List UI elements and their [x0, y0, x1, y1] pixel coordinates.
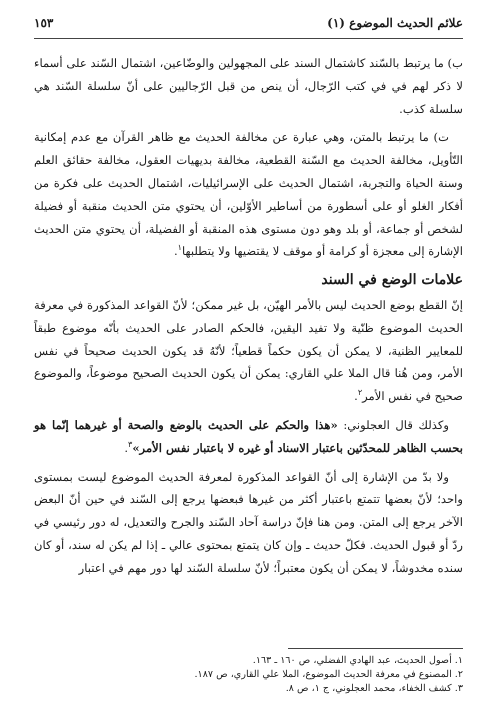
header-rule: [34, 38, 463, 39]
ajluni-intro: وكذلك قال العجلوني:: [343, 417, 449, 432]
footnotes: [34, 654, 463, 696]
footnote-ref-2: ٢: [357, 388, 363, 398]
paragraph-certainty-text: إنّ القطع بوضع الحديث ليس بالأمر الهيّن، بل غير ممكن؛ لأنّ القواعد المذكورة في معرفة الحديث الموضوع ظنّية ولا تفيد اليقين، فالحكم الصادر على الحديث بأنّه موضوع طبقاً للمعايير الظنية، لا يمكن أن يكون حكماً قطعياً؛ لأنّهُ قد يكون الحديث صحيحاً في نفس الأمر، ومن هُنا قال الملا علي القاري: يمكن أن يكون الحديث الصحيح موضوعاً، والموضوع صحيح في نفس الأمر: [34, 297, 463, 404]
footnote-2: ٢. المصنوع في معرفة الحديث الموضوع، الملا علي القاري، ص ١٨٧.: [194, 669, 463, 680]
main-text: [34, 52, 463, 586]
page-number: ١٥٣: [34, 16, 54, 30]
footnote-ref-1: ١: [177, 243, 182, 253]
paragraph-matn-markers: ت) ما يرتبط بالمتن، وهي عبارة عن مخالفة الحديث مع ظاهر القرآن مع عدم إمكانية التّأويل، مخالفة الحديث مع السّنة القطعية، مخالفة بديهيات العقول، مخالفة حقائق العلم وسنة الحياة والتجربة، اشتمال الحديث على الإسرائيليات، اشتمال الحديث على فكرة من أفكار الغلو أو على أسطورة من أساطير الأوّلين، أن يحتوي متن الحديث منقبة أو فضيلة لشخص أو جماعة، أو بلد وهو دون مستوى هذه المنقبة أو الفضيلة، أن يحتوي متن الحديث الإشارة إلى معجزة أو كرامة أو موقف لا يقتضيها ولا يتطلبها$^١$.: [34, 130, 463, 259]
running-head: [34, 12, 463, 34]
paragraph-ajluni: وكذلك قال العجلوني: «هذا والحكم على الحديث بالوضع والصحة أو غيرهما إنّما هو بحسب الظاهر للمحدّثين باعتبار الاسناد أو غيره لا باعتبار نفس الأمر»$^٣$.: [34, 417, 463, 455]
paragraph-sanad-markers: ب) ما يرتبط بالسّند كاشتمال السند على المجهولين والوضّاعين، اشتمال السّند على أسماء لا ذكر لهم في في كتب الرّجال، أن ينص من قبل الرّجاليين على أنّ سلسلة السّند هي سلسلة كذب.: [34, 56, 463, 116]
ajluni-quote: «هذا والحكم على الحديث بالوضع والصحة أو غيرهما إنّما هو بحسب الظاهر للمحدّثين باعتبار الاسناد أو غيره لا باعتبار نفس الأمر»: [34, 417, 463, 455]
footnote-1: ١. أصول الحديث، عبد الهادي الفضلي، ص ١٦٠ ـ ١٦٣.: [252, 655, 463, 666]
footnote-3: ٣. كشف الخفاء، محمد العجلوني، ج ١، ص ٨.: [285, 683, 463, 694]
running-head-title: علائم الحديث الموضوع (١): [327, 16, 463, 30]
footnote-ref-3: ٣: [128, 439, 133, 449]
paragraph-rules-levels: ولا بدّ من الإشارة إلى أنّ القواعد المذكورة لمعرفة الحديث الموضوع ليست بمستوى واحد؛ لأنّ بعضها تتمتع باعتبار أكثر من غيرها فبعضها يرجع إلى السّند في حين أنّ البعض الآخر يرجع إلى المتن. ومن هنا فإنّ دراسة آحاد السّند والجرح والتعديل، له دور رئيسي في ردّ أو قبول الحديث. فكلّ حديث ـ وإن كان يتمتع بمحتوى عالي ـ إذا لم يكن له سند، أو كان سنده مخدوشاً، لا يمكن أن يكون معتبراً؛ لأنّ سلسلة السّند لها دور مهم في اعتبار: [34, 469, 463, 575]
paragraph-matn-text: ت) ما يرتبط بالمتن، وهي عبارة عن مخالفة الحديث مع ظاهر القرآن مع عدم إمكانية التّأويل، مخالفة الحديث مع السّنة القطعية، مخالفة بديهيات العقول، مخالفة حقائق العلم وسنة الحياة والتجربة، اشتمال الحديث على الإسرائيليات، اشتمال الحديث على فكرة من أفكار الغلو أو على أسطورة من أساطير الأوّلين، أن يحتوي متن الحديث منقبة أو فضيلة لشخص أو جماعة، أو بلد وهو دون مستوى هذه المنقبة أو الفضيلة، أن يحتوي متن الحديث الإشارة إلى معجزة أو كرامة أو موقف لا يقتضيها ولا يتطلبها: [34, 130, 463, 259]
paragraph-certainty: إنّ القطع بوضع الحديث ليس بالأمر الهيّن، بل غير ممكن؛ لأنّ القواعد المذكورة في معرفة الحديث الموضوع ظنّية ولا تفيد اليقين، فالحكم الصادر على الحديث بأنّه موضوع طبقاً للمعايير الظنية، لا يمكن أن يكون حكماً قطعياً؛ لأنّهُ قد يكون الحديث صحيحاً في نفس الأمر، ومن هُنا قال الملا علي القاري: يمكن أن يكون الحديث الصحيح موضوعاً، والموضوع صحيح في نفس الأمر$^٢$.: [34, 297, 463, 404]
footnote-rule: [288, 648, 463, 649]
section-heading: علامات الوضع في السند: [321, 272, 463, 289]
